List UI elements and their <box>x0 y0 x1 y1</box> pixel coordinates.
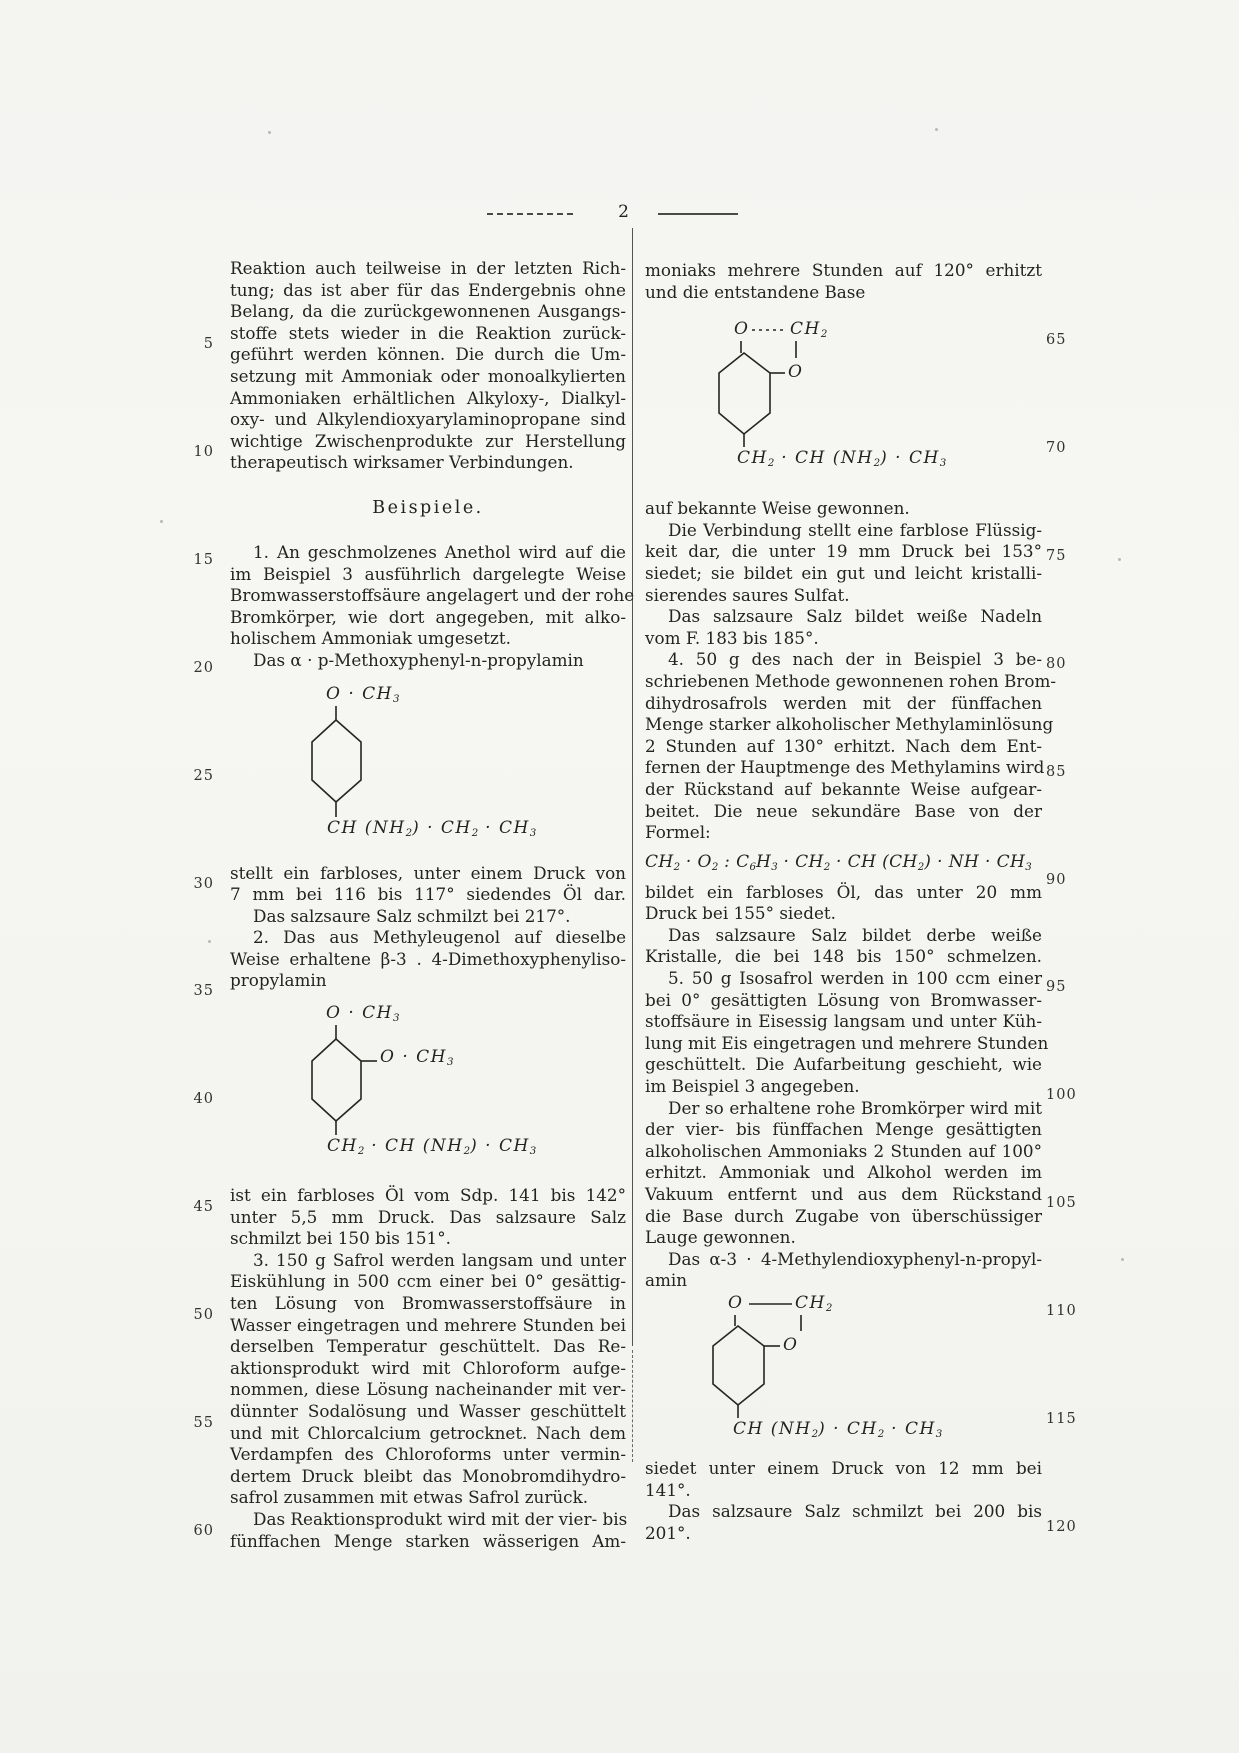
line-number: 70 <box>1046 439 1067 456</box>
text-line: 5. 50 g Isosafrol werden in 100 ccm einer <box>668 968 1042 989</box>
text-line: wichtige Zwischenprodukte zur Herstellung <box>230 430 626 451</box>
text-line: schriebenen Methode gewonnenen rohen Brom- <box>645 670 1057 691</box>
text-line: vom F. 183 bis 185°. <box>645 627 819 648</box>
text-line: Das salzsaure Salz bildet derbe weiße <box>668 924 1042 945</box>
text-line: stellt ein farbloses, unter einem Druck von <box>230 862 626 883</box>
text-line: siedet unter einem Druck von 12 mm bei <box>645 1457 1042 1478</box>
text-line: Formel: <box>645 822 711 843</box>
side-chain-label: CH $(NH_2) \cdot CH_2 \cdot CH_3$ <box>733 1418 943 1441</box>
paragraph-example-1 <box>230 541 635 672</box>
scan-speck <box>1118 558 1121 561</box>
text-line: 1. An geschmolzenes Anethol wird auf die <box>253 541 626 562</box>
text-line: Menge starker alkoholischer Methylaminlösung <box>645 714 1054 735</box>
text-line: und mit Chlorcalcium getrocknet. Nach dem <box>230 1422 626 1443</box>
page-number: 2 <box>618 202 630 222</box>
structure-p-methoxyphenyl-n-propylamin <box>230 672 626 863</box>
text-line: stoffsäure in Eisessig langsam und unter Küh- <box>645 1011 1042 1032</box>
text-line: Druck bei 155° siedet. <box>645 903 836 924</box>
text-line: oxy- und Alkylendioxyarylaminopropane sind <box>230 409 626 430</box>
text-line: dertem Druck bleibt das Monobromdihydro- <box>230 1465 626 1486</box>
header-dash-left <box>487 213 573 215</box>
side-chain-label: $CH_2$ · CH $(NH_2) \cdot CH_3$ <box>737 448 947 470</box>
text-line: 201°. <box>645 1522 691 1543</box>
text-line: fernen der Hauptmenge des Methylamins wird <box>645 757 1045 778</box>
text-line: tung; das ist aber für das Endergebnis ohne <box>230 279 626 300</box>
line-number: 105 <box>1046 1195 1077 1212</box>
substituent-label-side-oxygen: O <box>788 362 804 383</box>
line-number: 120 <box>1046 1518 1077 1535</box>
substituent-label-top: $O \cdot CH_3$ <box>326 683 400 705</box>
text-line: sierendes saures Sulfat. <box>645 584 850 605</box>
column-divider-rule <box>632 228 633 1346</box>
paragraph-example-3 <box>230 1185 626 1552</box>
text-line: Das salzsaure Salz schmilzt bei 200 bis <box>668 1501 1042 1522</box>
text-line: Ammoniaken erhältlichen Alkyloxy-, Dialkyl- <box>230 387 626 408</box>
text-line: Verdampfen des Chloroforms unter vermin- <box>230 1444 626 1465</box>
side-chain-label: CH $(NH_2) \cdot CH_2 \cdot CH_3$ <box>327 817 537 839</box>
text-line: beitet. Die neue sekundäre Base von der <box>645 800 1042 821</box>
text-line: geführt werden können. Die durch die Um- <box>230 344 626 365</box>
text-line: Weise erhaltene β-3 . 4-Dimethoxyphenyliso- <box>230 948 626 969</box>
line-number: 35 <box>193 983 214 1000</box>
substituent-label-side: $O \cdot CH_3$ <box>380 1047 454 1069</box>
secondary-base-formula: $CH_2 \cdot O_2$ : $C_6H_3 \cdot CH_2$ · CH $(CH_2)$ · NH · $CH_3$ <box>645 852 1032 874</box>
structure-methylendioxyphenyl-base <box>645 303 1042 498</box>
scan-speck <box>208 940 211 943</box>
section-heading: Beispiele. <box>372 497 484 518</box>
line-number: 90 <box>1046 871 1067 888</box>
text-line: keit dar, die unter 19 mm Druck bei 153° <box>645 541 1042 562</box>
text-line: Vakuum entfernt und aus dem Rückstand <box>645 1184 1042 1204</box>
side-chain-label: $CH_2$ · CH $(NH_2) \cdot CH_3$ <box>327 1136 537 1158</box>
scan-speck <box>268 131 271 134</box>
text-line: lung mit Eis eingetragen und mehrere Stunden <box>645 1032 1049 1053</box>
paragraph-closing <box>645 1458 1042 1544</box>
text-line: im Beispiel 3 ausführlich dargelegte Weise <box>230 563 626 584</box>
text-line: der Rückstand auf bekannte Weise aufgear- <box>645 778 1042 799</box>
text-line: siedet; sie bildet ein gut und leicht kristalli- <box>645 562 1042 583</box>
text-line: Belang, da die zurückgewonnenen Ausgangs- <box>230 301 626 322</box>
text-line: therapeutisch wirksamer Verbindungen. <box>230 452 574 473</box>
text-line: der vier- bis fünffachen Menge gesättigten <box>645 1119 1042 1140</box>
text-line: setzung mit Ammoniak oder monoalkylierten <box>230 365 626 386</box>
text-line: nommen, diese Lösung nacheinander mit ver- <box>230 1379 626 1400</box>
text-line: Wasser eingetragen und mehrere Stunden bei <box>230 1314 626 1335</box>
substituent-label-oxygen: O <box>734 319 750 340</box>
paragraph-example-5 <box>645 881 1049 1292</box>
line-number: 110 <box>1046 1303 1077 1320</box>
line-number: 10 <box>193 443 214 460</box>
line-number: 40 <box>193 1091 214 1108</box>
text-line: safrol zusammen mit etwas Safrol zurück. <box>230 1487 589 1508</box>
text-line: ten Lösung von Bromwasserstoffsäure in <box>230 1293 626 1314</box>
text-line: Das Reaktionsprodukt wird mit der vier- bis <box>253 1508 628 1529</box>
column-divider-rule-dashed <box>632 1350 633 1462</box>
header-dash-right <box>658 213 738 215</box>
text-line: aktionsprodukt wird mit Chloroform aufge- <box>230 1357 626 1378</box>
text-line: Eiskühlung in 500 ccm einer bei 0° gesättig- <box>230 1271 626 1292</box>
substituent-label-methylene: $CH_2$ <box>790 319 828 341</box>
text-line: Die Verbindung stellt eine farblose Flüssig- <box>668 519 1042 540</box>
line-number: 115 <box>1046 1411 1077 1427</box>
text-line: unter 5,5 mm Druck. Das salzsaure Salz <box>230 1206 626 1227</box>
text-line: auf bekannte Weise gewonnen. <box>645 498 910 519</box>
paragraph-continuation <box>645 260 1042 303</box>
substituent-label-top: $O \cdot CH_3$ <box>326 1003 400 1025</box>
line-number: 65 <box>1046 332 1067 348</box>
text-line: Bromkörper, wie dort angegeben, mit alko- <box>230 606 626 627</box>
structure-methylendioxyphenyl-n-propylamin <box>645 1292 1042 1458</box>
text-line: Das salzsaure Salz bildet weiße Nadeln <box>668 606 1042 627</box>
substituent-label-side-oxygen: O <box>783 1334 799 1355</box>
text-line: bildet ein farbloses Öl, das unter 20 mm <box>645 881 1042 902</box>
text-line: alkoholischen Ammoniaks 2 Stunden auf 100° <box>645 1140 1042 1161</box>
text-line: stoffe stets wieder in die Reaktion zurück- <box>230 322 626 343</box>
line-number: 55 <box>193 1415 214 1431</box>
text-line: 2. Das aus Methyleugenol auf dieselbe <box>253 927 626 948</box>
line-number: 45 <box>193 1199 214 1216</box>
line-number: 25 <box>193 767 214 784</box>
line-number: 95 <box>1046 979 1067 996</box>
scan-speck <box>160 520 163 523</box>
line-number: 75 <box>1046 547 1067 564</box>
text-line: Das salzsaure Salz schmilzt bei 217°. <box>253 905 571 926</box>
line-number: 15 <box>193 551 214 568</box>
text-line: propylamin <box>230 970 327 991</box>
text-line: ist ein farbloses Öl vom Sdp. 141 bis 142° <box>230 1185 626 1206</box>
text-line: geschüttelt. Die Aufarbeitung geschieht, wie <box>645 1054 1042 1075</box>
text-line: 141°. <box>645 1479 691 1500</box>
scan-speck <box>935 128 938 131</box>
section-heading-block <box>230 474 626 542</box>
text-line: die Base durch Zugabe von überschüssiger <box>645 1205 1042 1226</box>
text-line: 7 mm bei 116 bis 117° siedendes Öl dar. <box>230 884 626 905</box>
text-line: Das α · p-Methoxyphenyl-n-propylamin <box>253 649 584 670</box>
text-line: Das α-3 · 4-Methylendioxyphenyl-n-propyl- <box>668 1248 1042 1269</box>
line-number: 100 <box>1046 1087 1077 1104</box>
line-number: 20 <box>193 659 214 676</box>
scan-speck <box>1121 1258 1124 1261</box>
text-line: Reaktion auch teilweise in der letzten Rich- <box>230 258 626 278</box>
text-line: 4. 50 g des nach der in Beispiel 3 be- <box>668 649 1042 670</box>
line-number: 80 <box>1046 655 1067 672</box>
paragraph-intro <box>230 258 626 474</box>
line-number: 60 <box>193 1522 214 1539</box>
paragraph-example-2 <box>230 863 626 993</box>
text-line: Der so erhaltene rohe Bromkörper wird mit <box>668 1097 1042 1118</box>
text-line: fünffachen Menge starken wässerigen Am- <box>230 1530 626 1551</box>
line-number: 5 <box>203 336 214 352</box>
line-number: 85 <box>1046 763 1067 780</box>
substituent-label-oxygen: O <box>728 1292 744 1313</box>
line-number: 30 <box>193 875 214 892</box>
chemical-formula-block <box>645 844 1042 882</box>
text-line: dihydrosafrols werden mit der fünffachen <box>645 692 1042 713</box>
text-line: 3. 150 g Safrol werden langsam und unter <box>253 1249 626 1270</box>
text-line: amin <box>645 1270 688 1291</box>
text-line: Lauge gewonnen. <box>645 1227 796 1248</box>
text-line: 2 Stunden auf 130° erhitzt. Nach dem Ent- <box>645 735 1042 756</box>
line-number: 50 <box>193 1307 214 1324</box>
text-line: moniaks mehrere Stunden auf 120° erhitzt <box>645 260 1042 280</box>
text-line: und die entstandene Base <box>645 281 866 302</box>
text-line: schmilzt bei 150 bis 151°. <box>230 1228 451 1249</box>
text-line: Bromwasserstoffsäure angelagert und der rohe <box>230 585 635 606</box>
text-line: erhitzt. Ammoniak und Alkohol werden im <box>645 1162 1042 1183</box>
text-line: bei 0° gesättigten Lösung von Bromwasser- <box>645 989 1042 1010</box>
left-column <box>230 258 635 1552</box>
structure-dimethoxyphenylisopropylamin <box>230 992 626 1185</box>
text-line: derselben Temperatur geschüttelt. Das Re- <box>230 1336 626 1357</box>
substituent-label-methylene: $CH_2$ <box>795 1292 833 1315</box>
text-line: Kristalle, die bei 148 bis 150° schmelzen. <box>645 946 1042 967</box>
text-line: im Beispiel 3 angegeben. <box>645 1076 860 1097</box>
text-line: holischem Ammoniak umgesetzt. <box>230 628 511 649</box>
text-line: dünnter Sodalösung und Wasser geschüttelt <box>230 1401 626 1421</box>
